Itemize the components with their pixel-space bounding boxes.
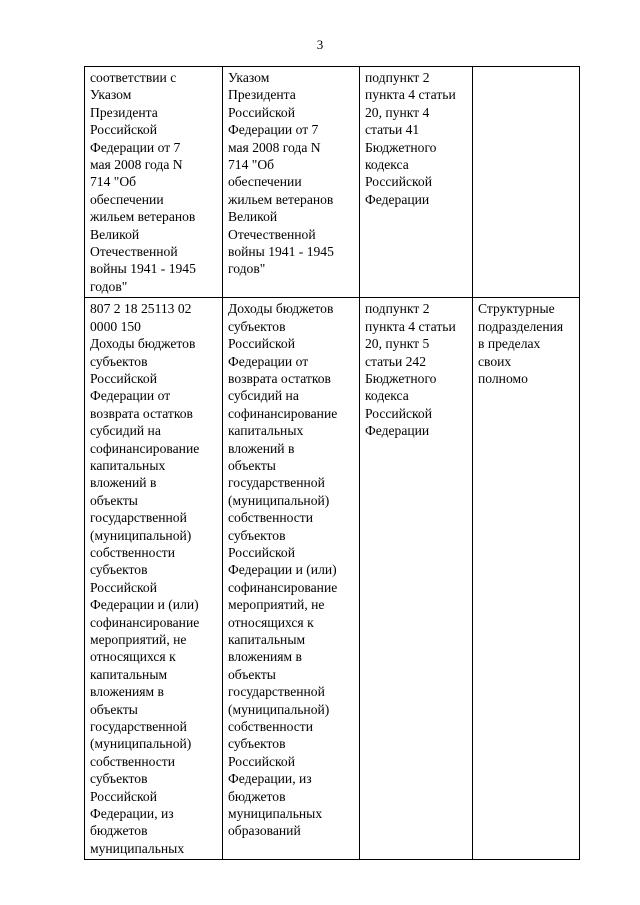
cell-text: подпункт 2 пункта 4 статьи 20, пункт 5 статьи 242 Бюджетного кодекса Российской Федерации xyxy=(365,301,456,439)
cell-text: Указом Президента Российской Федерации от 7 мая 2008 года N 714 "Об обеспечении жильем ветеранов Великой Отечественной войны 1941 - 1945 годов" xyxy=(228,70,334,277)
cell-text: подпункт 2 пункта 4 статьи 20, пункт 4 статьи 41 Бюджетного кодекса Российской Федерации xyxy=(365,70,456,207)
table-row xyxy=(85,298,580,860)
table-cell xyxy=(360,67,473,298)
table-cell xyxy=(473,298,580,860)
cell-text: Структурные подразделения в пределах своих полномо xyxy=(478,301,564,386)
cell-text: 807 2 18 25113 02 0000 150 Доходы бюджетов субъектов Российской Федерации от возврата остатков субсидий на софинансирование капитальных вложений в объекты государственной (муниципальной) собственности субъектов Российской Федерации и (или) софинансирование мероприятий, не относящихся к капитальным вложениям в объекты государственной (муниципальной) собственности субъектов Российской Федерации, из бюджетов муниципальных xyxy=(90,301,200,856)
cell-text: соответствии с Указом Президента Российской Федерации от 7 мая 2008 года N 714 "Об обеспечении жильем ветеранов Великой Отечественной войны 1941 - 1945 годов" xyxy=(90,70,196,294)
table-cell xyxy=(85,67,223,298)
table-cell xyxy=(85,298,223,860)
revenue-classification-table xyxy=(84,66,580,860)
page-number: 3 xyxy=(316,37,324,52)
table-cell xyxy=(360,298,473,860)
table-cell xyxy=(223,67,360,298)
table-row xyxy=(85,67,580,298)
cell-text: Доходы бюджетов субъектов Российской Федерации от возврата остатков субсидий на софинансирование капитальных вложений в объекты государственной (муниципальной) собственности субъектов Российской Федерации и (или) софинансирование мероприятий, не относящихся к капитальным вложениям в объекты государственной (муниципальной) собственности субъектов Российской Федерации, из бюджетов муниципальных образований xyxy=(228,301,338,839)
table-cell xyxy=(473,67,580,298)
table-cell xyxy=(223,298,360,860)
